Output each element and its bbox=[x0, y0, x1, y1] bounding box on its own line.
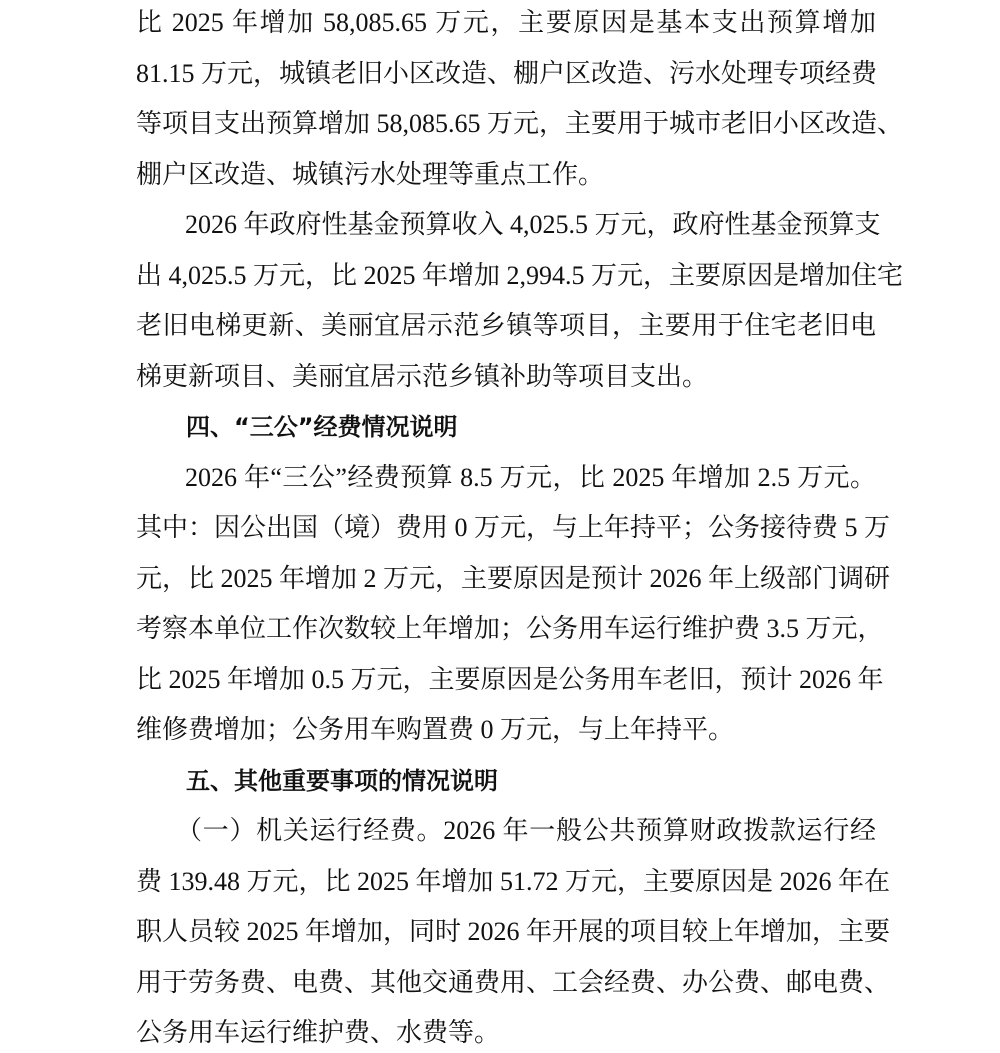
paragraph-line: 棚户区改造、城镇污水处理等重点工作。 bbox=[136, 160, 605, 189]
section-heading: 四、“三公”经费情况说明 bbox=[186, 413, 458, 441]
paragraph-line: 比 2025 年增加 0.5 万元，主要原因是公务用车老旧，预计 2026 年 bbox=[136, 665, 884, 694]
paragraph-line: 费 139.48 万元，比 2025 年增加 51.72 万元，主要原因是 2026 年在 bbox=[136, 867, 891, 896]
paragraph-line: 用于劳务费、电费、其他交通费用、工会经费、办公费、邮电费、 bbox=[136, 968, 891, 997]
paragraph-line: 其中：因公出国（境）费用 0 万元，与上年持平；公务接待费 5 万 bbox=[136, 513, 891, 542]
paragraph-line: 梯更新项目、美丽宜居示范乡镇补助等项目支出。 bbox=[136, 362, 709, 391]
paragraph-line: 等项目支出预算增加 58,085.65 万元，主要用于城市老旧小区改造、 bbox=[136, 109, 904, 138]
paragraph-line: 2026 年“三公”经费预算 8.5 万元，比 2025 年增加 2.5 万元。 bbox=[185, 463, 876, 492]
paragraph-line: 公务用车运行维护费、水费等。 bbox=[136, 1018, 501, 1047]
paragraph-line: 维修费增加；公务用车购置费 0 万元，与上年持平。 bbox=[136, 715, 735, 744]
paragraph-line: 职人员较 2025 年增加，同时 2026 年开展的项目较上年增加，主要 bbox=[136, 917, 891, 946]
paragraph-line: 2026 年政府性基金预算收入 4,025.5 万元，政府性基金预算支 bbox=[185, 210, 881, 239]
section-heading: 五、其他重要事项的情况说明 bbox=[186, 767, 498, 795]
paragraph-line: 81.15 万元，城镇老旧小区改造、棚户区改造、污水处理专项经费 bbox=[136, 59, 878, 88]
paragraph-line: （一）机关运行经费。2026 年一般公共预算财政拨款运行经 bbox=[176, 816, 876, 845]
paragraph-line: 元，比 2025 年增加 2 万元，主要原因是预计 2026 年上级部门调研 bbox=[136, 564, 891, 593]
paragraph-line: 比 2025 年增加 58,085.65 万元，主要原因是基本支出预算增加 bbox=[136, 8, 876, 37]
paragraph-line: 考察本单位工作次数较上年增加；公务用车运行维护费 3.5 万元， bbox=[136, 614, 884, 643]
paragraph-line: 老旧电梯更新、美丽宜居示范乡镇等项目，主要用于住宅老旧电 bbox=[136, 311, 876, 340]
paragraph-line: 出 4,025.5 万元，比 2025 年增加 2,994.5 万元，主要原因是增加住宅 bbox=[136, 261, 904, 290]
